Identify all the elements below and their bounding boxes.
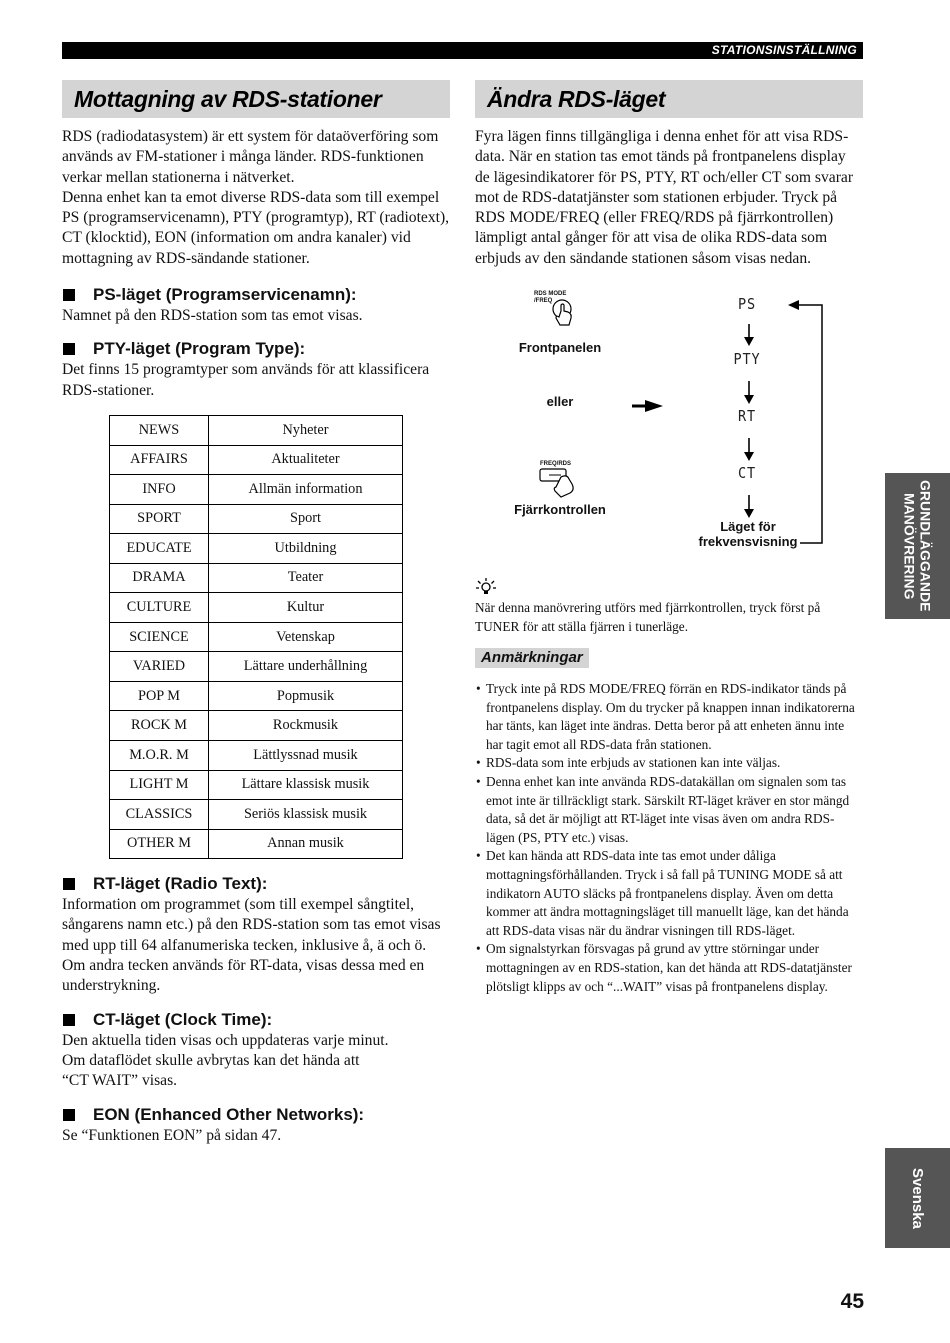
pty-code-cell: LIGHT M [110,770,209,800]
remote-button-label: FREQ/RDS [540,461,572,468]
tip-text: När denna manövrering utförs med fjärrkontrollen, tryck först på TUNER för att ställa fjärren i tunerläge. [475,600,821,634]
pty-code-cell: SPORT [110,504,209,534]
pty-text: Det finns 15 programtyper som används för att klassificera RDS-stationer. [62,361,430,399]
pty-name-cell: Sport [209,504,403,534]
rt-heading [62,874,450,894]
remote-button-icon [540,469,573,497]
pty-name-cell: Annan musik [209,829,403,859]
pty-table-row [110,652,403,682]
rt-heading-text: RT-läget (Radio Text): [93,874,268,894]
pty-table-row [110,534,403,564]
rt-text: Information om programmet (som till exempel sångtitel, sångarens namn etc.) på den RDS-station som tas emot visas med upp till 64 alfanumeriska tecken, inklusive å, ä och ö. Om andra tecken används för RT-data, visas dessa med en understrykning. [62,896,441,995]
remote-label: Fjärrkontrollen [514,502,606,518]
pty-table [109,415,403,859]
change-mode-intro: Fyra lägen finns tillgängliga i denna enhet för att visa RDS-data. När en station tas emot tänds på frontpanelens display de lägesindikatorer för PS, PTY, RT och/eller CT som svarar mot de RDS-datatjänster som stationen erbjuder. Tryck på RDS MODE/FREQ (eller FREQ/RDS på fjärrkontrollen) lämpligt antal gånger för att visa de olika RDS-data som erbjuds av den sändande stationen såsom visas nedan. [475,128,854,267]
change-rds-mode-title: Ändra RDS-läget [475,80,863,118]
notes-list [475,680,863,996]
down-arrow-icon [744,438,754,461]
notes-title: Anmärkningar [475,648,589,668]
pty-code-cell: SCIENCE [110,622,209,652]
pty-code-cell: VARIED [110,652,209,682]
mode-rt: RT [738,407,757,426]
pty-code-cell: NEWS [110,415,209,445]
pty-table-row [110,415,403,445]
pty-code-cell: ROCK M [110,711,209,741]
frequency-mode-label: Läget för frekvensvisning [698,519,798,550]
pty-table-row [110,445,403,475]
pty-name-cell: Lättare underhållning [209,652,403,682]
rds-reception-title: Mottagning av RDS-stationer [62,80,450,118]
pty-code-cell: CLASSICS [110,800,209,830]
bullet-square-icon [63,1014,75,1026]
pty-name-cell: Teater [209,563,403,593]
rds-intro-paragraph: RDS (radiodatasystem) är ett system för dataöverföring som används av FM-stationer i många länder. RDS-funktionen verkar mellan stationerna i nätverket. [62,128,439,186]
mode-pty: PTY [733,350,761,369]
pty-name-cell: Popmusik [209,681,403,711]
tip-lightbulb-icon [475,577,497,595]
pty-name-cell: Seriös klassisk musik [209,800,403,830]
chapter-tab[interactable] [885,473,950,619]
front-panel-label: Frontpanelen [518,340,602,356]
loop-back-arrow-icon [788,300,822,543]
pty-heading-text: PTY-läget (Program Type): [93,339,306,359]
bullet-square-icon [63,878,75,890]
note-item: • Det kan hända att RDS-data inte tas emot under dåliga mottagningsförhållanden. Tryck i så fall på TUNING MODE så att indikatorn AUTO släcks på frontpanelens display. Även om detta kommer att ändra mottagningsläget till manuellt läge, kan det hända att RDS-data visas när du ändrar visningen till RDS-läget. [475,847,863,940]
pty-table-row [110,770,403,800]
left-column [62,80,450,1146]
down-arrow-icon [744,324,754,346]
pty-name-cell: Lättlyssnad musik [209,740,403,770]
pty-table-row [110,504,403,534]
ps-heading-text: PS-läget (Programservicenamn): [93,285,357,305]
pty-table-row [110,593,403,623]
eon-heading-text: EON (Enhanced Other Networks): [93,1104,365,1124]
note-item: • Om signalstyrkan försvagas på grund av yttre störningar under mottagningen av en RDS-station, kan det hända att RDS-datatjänster plötsligt klipps av och “...WAIT” visas på frontpanelens display. [475,940,863,996]
right-column [475,80,863,996]
pty-code-cell: M.O.R. M [110,740,209,770]
pty-code-cell: OTHER M [110,829,209,859]
ct-heading-text: CT-läget (Clock Time): [93,1009,273,1029]
pty-code-cell: AFFAIRS [110,445,209,475]
pty-name-cell: Allmän information [209,475,403,505]
rds-intro-paragraph: Denna enhet kan ta emot diverse RDS-data som till exempel PS (programservicenamn), PTY (programtyp), RT (radiotext), CT (klocktid), EON (information om andra kanaler) vid mottagning av RDS-sändande stationer. [62,188,450,267]
page-number: 45 [840,1290,864,1313]
ct-text-line: “CT WAIT” visas. [62,1072,178,1090]
language-tab-label: Svenska [909,1167,926,1229]
pty-code-cell: INFO [110,475,209,505]
ct-heading [62,1010,450,1030]
bullet-square-icon [63,289,75,301]
note-item: • RDS-data som inte erbjuds av stationen kan inte väljas. [475,754,863,773]
or-label: eller [546,394,574,410]
pty-heading [62,339,450,359]
pty-code-cell: CULTURE [110,593,209,623]
ct-text-line: Om dataflödet skulle avbrytas kan det hända att [62,1051,360,1069]
bullet-square-icon [63,1109,75,1121]
pty-table-row [110,829,403,859]
pty-name-cell: Nyheter [209,415,403,445]
pty-name-cell: Kultur [209,593,403,623]
ct-text [62,1031,450,1092]
pty-code-cell: EDUCATE [110,534,209,564]
pty-table-row [110,475,403,505]
pty-table-row [110,740,403,770]
mode-ps: PS [738,295,757,314]
pty-name-cell: Aktualiteter [209,445,403,475]
ps-heading [62,285,450,305]
language-tab[interactable] [885,1148,950,1248]
bullet-square-icon [63,343,75,355]
right-arrow-icon [632,400,663,412]
eon-text: Se “Funktionen EON” på sidan 47. [62,1126,282,1144]
pty-name-cell: Lättare klassisk musik [209,770,403,800]
pty-table-row [110,563,403,593]
down-arrow-icon [744,381,754,404]
pty-table-row [110,800,403,830]
pty-code-cell: POP M [110,681,209,711]
note-item: • Tryck inte på RDS MODE/FREQ förrän en RDS-indikator tänds på frontpanelens display. Om du trycker på knappen innan indikatorerna har tänts, kan läget inte ändras. Detta beror på att enheten ännu inte har tagit emot all RDS-data från stationen. [475,680,863,754]
ps-text: Namnet på den RDS-station som tas emot visas. [62,307,363,325]
header-bar [62,42,863,59]
pty-table-row [110,681,403,711]
rds-mode-diagram [475,287,863,577]
down-arrow-icon [744,495,754,518]
mode-ct: CT [738,464,757,483]
pty-code-cell: DRAMA [110,563,209,593]
pty-name-cell: Utbildning [209,534,403,564]
eon-heading [62,1105,450,1125]
pty-name-cell: Vetenskap [209,622,403,652]
note-item: • Denna enhet kan inte använda RDS-datakällan om signalen som tas emot inte är tillräckligt stark. Särskilt RT-läget kräver en stor mängd data, så det är möjligt att RT-läget inte visas även om andra RDS-lägen (PS, PTY etc.) visas. [475,773,863,847]
rds-intro [62,127,450,269]
ct-text-line: Den aktuella tiden visas och uppdateras varje minut. [62,1031,389,1049]
section-label: STATIONSINSTÄLLNING [711,43,857,57]
pty-name-cell: Rockmusik [209,711,403,741]
pty-table-row [110,622,403,652]
chapter-tab-label: GRUNDLÄGGANDE MANÖVRERING [901,480,934,612]
front-button-label: RDS MODE /FREQ [534,291,567,305]
pty-table-row [110,711,403,741]
